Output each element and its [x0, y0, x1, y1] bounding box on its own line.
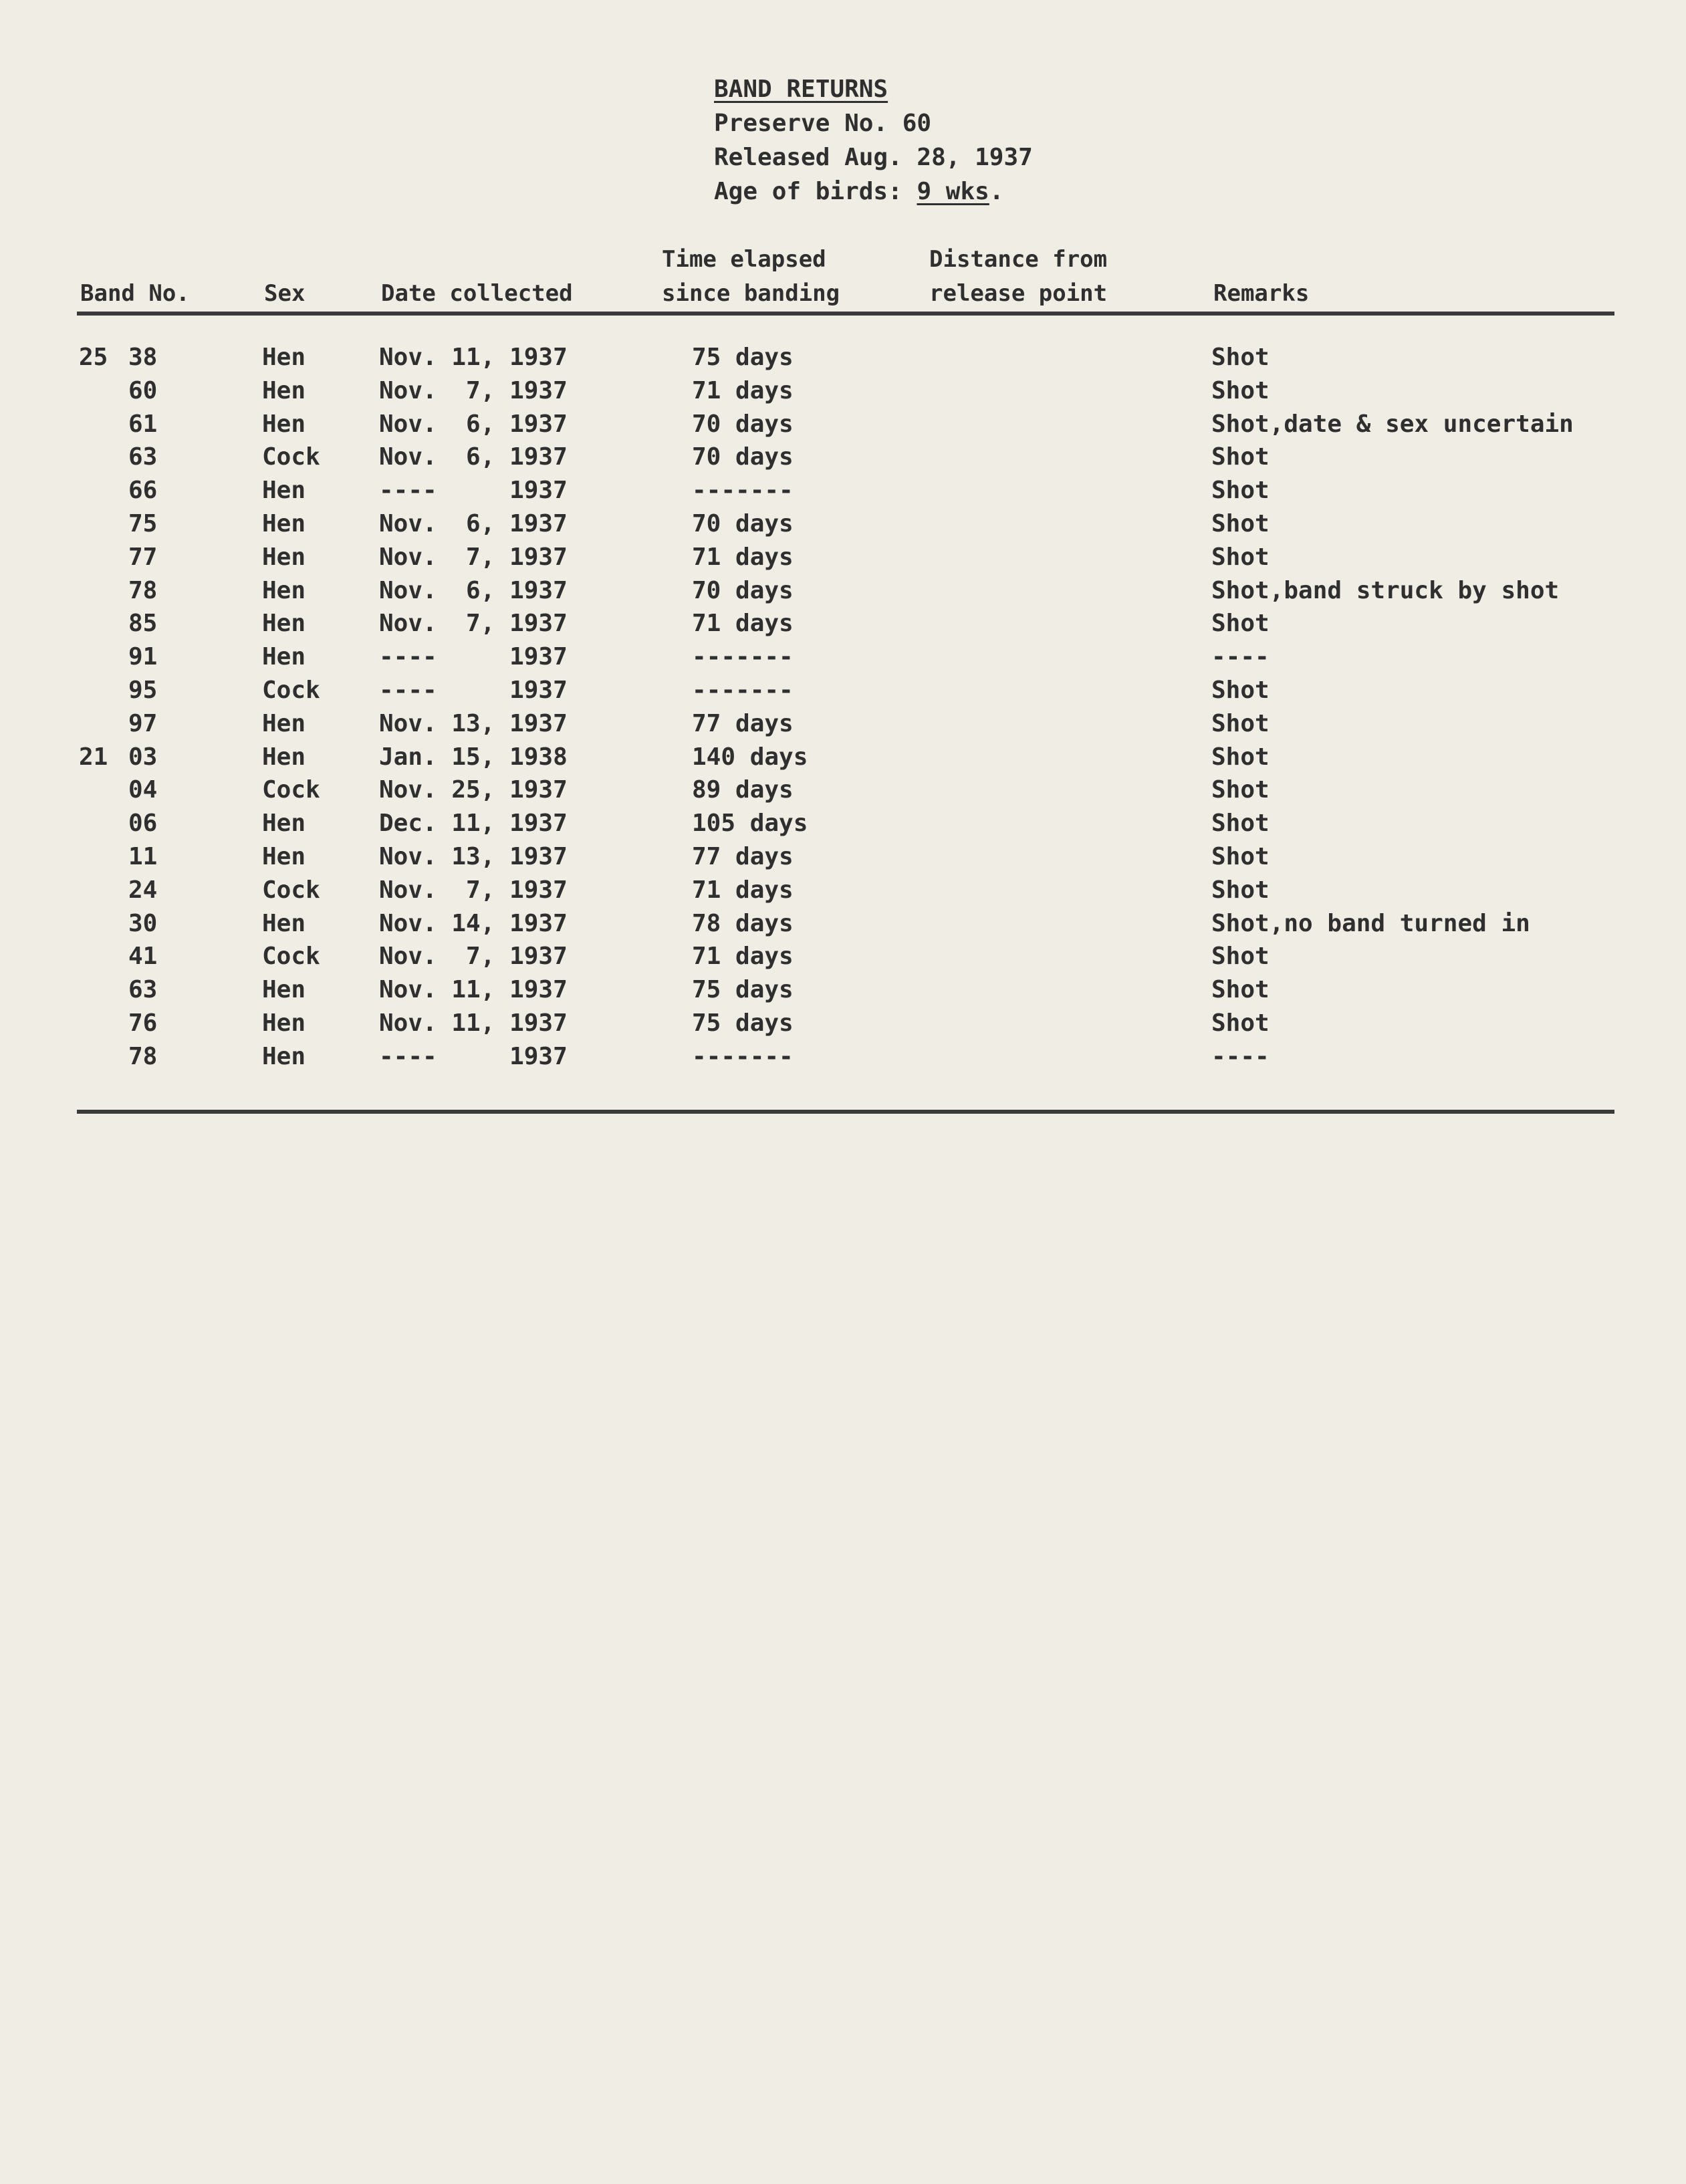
- column-header-distance-line1: Distance from: [929, 246, 1108, 273]
- time-elapsed-cell: -------: [692, 676, 794, 704]
- band-number: 11: [128, 842, 158, 870]
- date-collected-cell: ---- 1937: [379, 477, 568, 505]
- time-elapsed-cell: 71 days: [692, 876, 794, 904]
- sex-cell: Hen: [262, 477, 306, 505]
- date-collected-cell: ---- 1937: [379, 643, 568, 671]
- sex-cell: Cock: [262, 443, 320, 471]
- sex-cell: Hen: [262, 976, 306, 1004]
- table-row: [0, 408, 1686, 441]
- date-collected-cell: Nov. 6, 1937: [379, 509, 568, 537]
- time-elapsed-cell: 77 days: [692, 709, 794, 737]
- column-header-distance-line2: release point: [929, 280, 1108, 307]
- table-row: [0, 674, 1686, 707]
- remarks-cell: Shot: [1211, 376, 1270, 404]
- remarks-cell: Shot: [1211, 477, 1270, 505]
- table-row: [0, 607, 1686, 640]
- table-row: [0, 840, 1686, 874]
- column-header-sex: Sex: [264, 280, 306, 307]
- band-number: 78: [128, 1042, 158, 1070]
- band-number: 30: [128, 909, 158, 937]
- table-row: [0, 741, 1686, 774]
- time-elapsed-cell: 105 days: [692, 810, 808, 838]
- date-collected-cell: ---- 1937: [379, 676, 568, 704]
- document-title: BAND RETURNS: [714, 76, 888, 103]
- table-row: [0, 541, 1686, 574]
- time-elapsed-cell: 140 days: [692, 743, 808, 771]
- column-header-remarks: Remarks: [1213, 280, 1310, 307]
- column-header-date-collected: Date collected: [381, 280, 573, 307]
- time-elapsed-cell: 71 days: [692, 610, 794, 638]
- remarks-cell: Shot: [1211, 709, 1270, 737]
- sex-cell: Cock: [262, 943, 320, 971]
- sex-cell: Hen: [262, 410, 306, 438]
- bird-age: [714, 174, 1033, 209]
- table-row: [0, 773, 1686, 807]
- remarks-cell: Shot,no band turned in: [1211, 909, 1530, 937]
- band-number: 38: [128, 344, 158, 371]
- sex-cell: Hen: [262, 543, 306, 571]
- sex-cell: Hen: [262, 1009, 306, 1037]
- sex-cell: Hen: [262, 810, 306, 838]
- time-elapsed-cell: 75 days: [692, 344, 794, 371]
- sex-cell: Cock: [262, 876, 320, 904]
- date-collected-cell: Nov. 7, 1937: [379, 876, 568, 904]
- table-row: [0, 1040, 1686, 1074]
- band-number: 91: [128, 643, 158, 671]
- band-number: 75: [128, 509, 158, 537]
- table-row: [0, 940, 1686, 973]
- band-number: 41: [128, 943, 158, 971]
- remarks-cell: Shot: [1211, 344, 1270, 371]
- time-elapsed-cell: 89 days: [692, 776, 794, 804]
- remarks-cell: Shot: [1211, 842, 1270, 870]
- date-collected-cell: ---- 1937: [379, 1042, 568, 1070]
- date-collected-cell: Nov. 6, 1937: [379, 576, 568, 604]
- sex-cell: Hen: [262, 743, 306, 771]
- column-header-time-elapsed-line1: Time elapsed: [662, 246, 826, 273]
- remarks-cell: ----: [1211, 1042, 1270, 1070]
- date-collected-cell: Nov. 7, 1937: [379, 376, 568, 404]
- time-elapsed-cell: 70 days: [692, 443, 794, 471]
- remarks-cell: Shot: [1211, 976, 1270, 1004]
- band-number: 63: [128, 443, 158, 471]
- sex-cell: Hen: [262, 709, 306, 737]
- remarks-cell: Shot: [1211, 776, 1270, 804]
- column-header-time-elapsed-line2: since banding: [662, 280, 840, 307]
- table-row: [0, 907, 1686, 941]
- remarks-cell: Shot,band struck by shot: [1211, 576, 1560, 604]
- sex-cell: Hen: [262, 344, 306, 371]
- band-number: 61: [128, 410, 158, 438]
- time-elapsed-cell: 71 days: [692, 543, 794, 571]
- date-collected-cell: Jan. 15, 1938: [379, 743, 568, 771]
- time-elapsed-cell: 77 days: [692, 842, 794, 870]
- remarks-cell: ----: [1211, 643, 1270, 671]
- band-number: 63: [128, 976, 158, 1004]
- bird-age-value: 9 wks: [917, 178, 989, 205]
- time-elapsed-cell: -------: [692, 643, 794, 671]
- date-collected-cell: Nov. 13, 1937: [379, 709, 568, 737]
- remarks-cell: Shot: [1211, 676, 1270, 704]
- bird-age-suffix: .: [989, 178, 1004, 205]
- sex-cell: Hen: [262, 643, 306, 671]
- band-number: 95: [128, 676, 158, 704]
- preserve-number: Preserve No. 60: [714, 110, 932, 137]
- band-number: 66: [128, 477, 158, 505]
- time-elapsed-cell: 70 days: [692, 410, 794, 438]
- time-elapsed-cell: 71 days: [692, 376, 794, 404]
- remarks-cell: Shot: [1211, 943, 1270, 971]
- sex-cell: Hen: [262, 610, 306, 638]
- band-number: 97: [128, 709, 158, 737]
- table-row: [0, 441, 1686, 474]
- table-row: [0, 341, 1686, 374]
- date-collected-cell: Nov. 6, 1937: [379, 443, 568, 471]
- sex-cell: Hen: [262, 376, 306, 404]
- remarks-cell: Shot: [1211, 610, 1270, 638]
- table-row: [0, 1007, 1686, 1040]
- table-row: [0, 707, 1686, 741]
- sex-cell: Hen: [262, 842, 306, 870]
- document-heading: [714, 72, 1033, 209]
- sex-cell: Hen: [262, 509, 306, 537]
- band-number: 24: [128, 876, 158, 904]
- band-returns-table: [0, 341, 1686, 1074]
- remarks-cell: Shot: [1211, 876, 1270, 904]
- band-number: 78: [128, 576, 158, 604]
- header-rule: [77, 312, 1614, 316]
- date-collected-cell: Nov. 13, 1937: [379, 842, 568, 870]
- table-row: [0, 474, 1686, 507]
- band-prefix: 25: [79, 344, 108, 371]
- band-number: 03: [128, 743, 158, 771]
- band-number: 77: [128, 543, 158, 571]
- date-collected-cell: Dec. 11, 1937: [379, 810, 568, 838]
- table-row: [0, 807, 1686, 840]
- table-row: [0, 973, 1686, 1007]
- table-row: [0, 874, 1686, 907]
- date-collected-cell: Nov. 25, 1937: [379, 776, 568, 804]
- time-elapsed-cell: 75 days: [692, 976, 794, 1004]
- footer-rule: [77, 1110, 1614, 1114]
- band-number: 85: [128, 610, 158, 638]
- date-collected-cell: Nov. 7, 1937: [379, 943, 568, 971]
- sex-cell: Hen: [262, 1042, 306, 1070]
- band-number: 76: [128, 1009, 158, 1037]
- remarks-cell: Shot: [1211, 743, 1270, 771]
- remarks-cell: Shot: [1211, 810, 1270, 838]
- table-row: [0, 374, 1686, 408]
- time-elapsed-cell: 75 days: [692, 1009, 794, 1037]
- remarks-cell: Shot: [1211, 543, 1270, 571]
- date-collected-cell: Nov. 7, 1937: [379, 610, 568, 638]
- remarks-cell: Shot,date & sex uncertain: [1211, 410, 1574, 438]
- time-elapsed-cell: 78 days: [692, 909, 794, 937]
- band-prefix: 21: [79, 743, 108, 771]
- band-number: 06: [128, 810, 158, 838]
- remarks-cell: Shot: [1211, 443, 1270, 471]
- bird-age-label: Age of birds:: [714, 178, 917, 205]
- date-collected-cell: Nov. 7, 1937: [379, 543, 568, 571]
- date-collected-cell: Nov. 6, 1937: [379, 410, 568, 438]
- remarks-cell: Shot: [1211, 509, 1270, 537]
- time-elapsed-cell: 71 days: [692, 943, 794, 971]
- remarks-cell: Shot: [1211, 1009, 1270, 1037]
- release-date: Released Aug. 28, 1937: [714, 144, 1033, 171]
- table-row: [0, 574, 1686, 608]
- time-elapsed-cell: 70 days: [692, 509, 794, 537]
- table-row: [0, 640, 1686, 674]
- time-elapsed-cell: -------: [692, 1042, 794, 1070]
- column-header-band-no: Band No.: [80, 280, 190, 307]
- time-elapsed-cell: 70 days: [692, 576, 794, 604]
- band-number: 60: [128, 376, 158, 404]
- date-collected-cell: Nov. 11, 1937: [379, 1009, 568, 1037]
- sex-cell: Cock: [262, 676, 320, 704]
- table-row: [0, 507, 1686, 541]
- time-elapsed-cell: -------: [692, 477, 794, 505]
- sex-cell: Cock: [262, 776, 320, 804]
- sex-cell: Hen: [262, 909, 306, 937]
- date-collected-cell: Nov. 14, 1937: [379, 909, 568, 937]
- date-collected-cell: Nov. 11, 1937: [379, 344, 568, 371]
- sex-cell: Hen: [262, 576, 306, 604]
- date-collected-cell: Nov. 11, 1937: [379, 976, 568, 1004]
- band-number: 04: [128, 776, 158, 804]
